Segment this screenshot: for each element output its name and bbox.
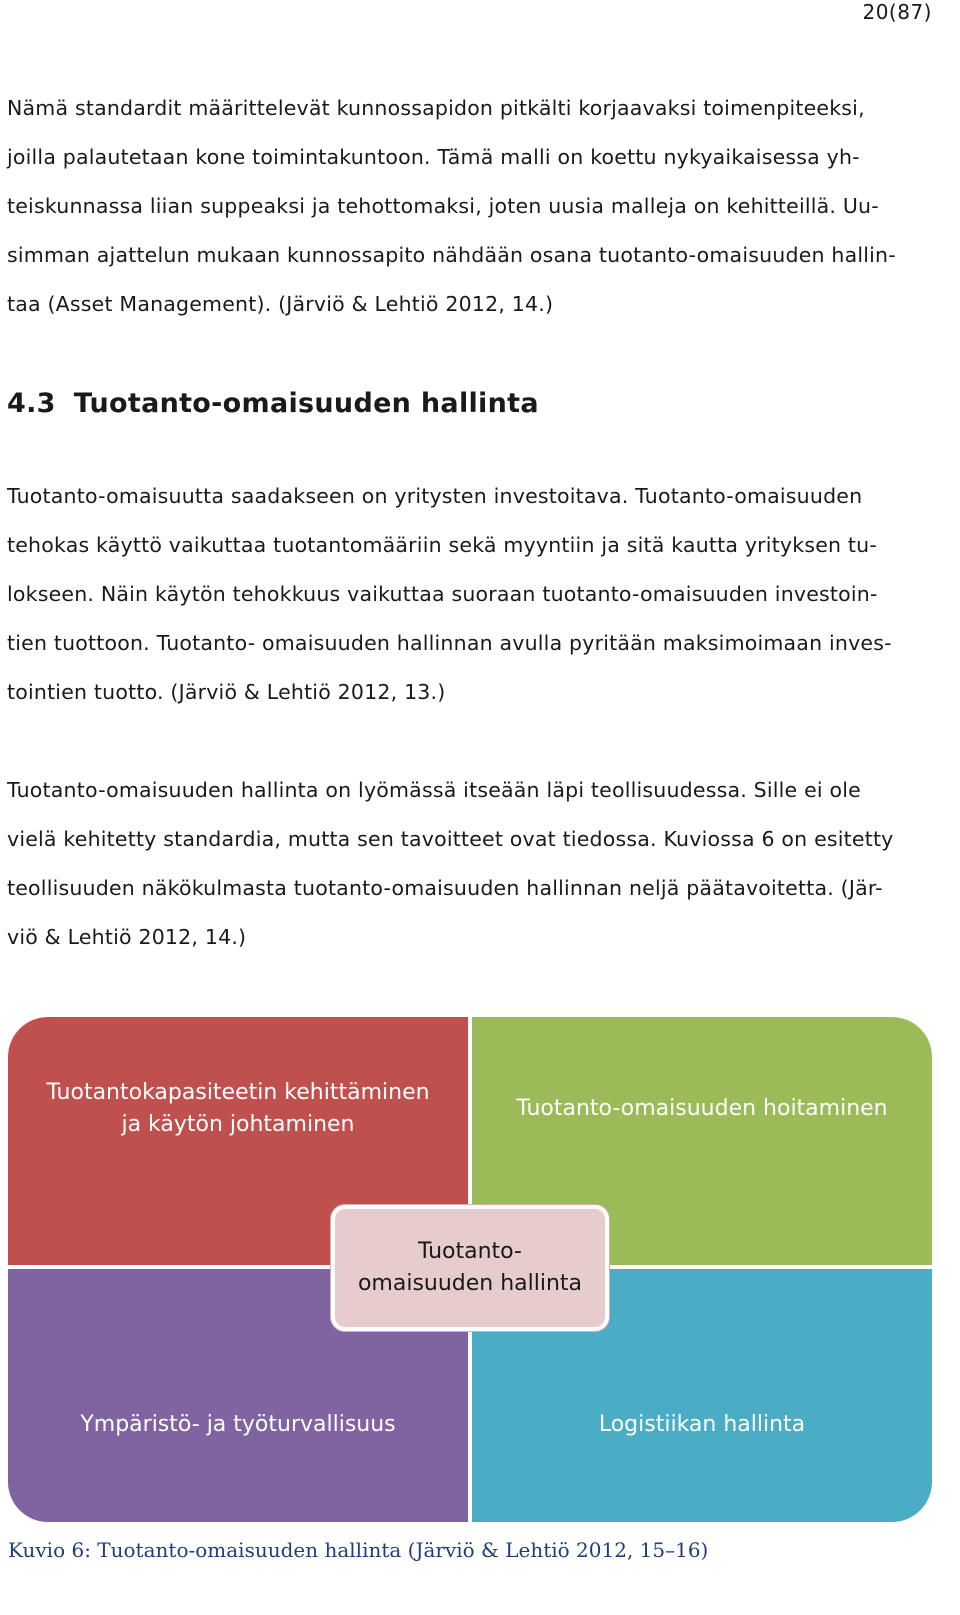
page-number: 20(87) — [862, 0, 932, 24]
quadrant-label: Tuotanto-omaisuuden hoitaminen — [516, 1096, 888, 1121]
paragraph-asset-management-goals — [7, 766, 925, 962]
text-line: tointien tuotto. (Järviö & Lehtiö 2012, 13.) — [7, 680, 446, 704]
quadrant-label-line: ja käytön johtaminen — [121, 1112, 355, 1137]
section-heading — [7, 388, 539, 419]
text-line: tehokas käyttö vaikuttaa tuotantomääriin sekä myyntiin ja sitä kautta yrityksen tu- — [7, 533, 877, 557]
text-line: teiskunnassa liian suppeaksi ja tehottomaksi, joten uusia malleja on kehitteillä. Uu- — [7, 194, 879, 218]
text-line: viö & Lehtiö 2012, 14.) — [7, 925, 247, 949]
text-line: tien tuottoon. Tuotanto- omaisuuden hallinnan avulla pyritään maksimoimaan inves- — [7, 631, 892, 655]
section-number: 4.3 — [7, 388, 56, 419]
center-label-line: omaisuuden hallinta — [357, 1271, 583, 1296]
asset-management-diagram — [8, 1017, 932, 1522]
center-asset-management-box — [331, 1205, 609, 1331]
figure-caption: Kuvio 6: Tuotanto-omaisuuden hallinta (Järviö & Lehtiö 2012, 15–16) — [8, 1538, 709, 1562]
quadrant-label: Logistiikan hallinta — [598, 1412, 806, 1437]
text-line: teollisuuden näkökulmasta tuotanto-omaisuuden hallinnan neljä päätavoitetta. (Jär- — [7, 876, 883, 900]
text-line: Nämä standardit määrittelevät kunnossapidon pitkälti korjaavaksi toimenpiteeksi, — [7, 96, 865, 120]
quadrant-label-line: Tuotantokapasiteetin kehittäminen — [46, 1080, 430, 1105]
text-line: vielä kehitetty standardia, mutta sen tavoitteet ovat tiedossa. Kuviossa 6 on esitetty — [7, 827, 894, 851]
center-label-line: Tuotanto- — [418, 1239, 522, 1264]
text-line: joilla palautetaan kone toimintakuntoon. Tämä malli on koettu nykyaikaisessa yh- — [7, 145, 860, 169]
text-line: Tuotanto-omaisuuden hallinta on lyömässä itseään läpi teollisuudessa. Sille ei ole — [7, 778, 861, 802]
paragraph-maintenance-standards — [7, 84, 925, 329]
text-line: Tuotanto-omaisuutta saadakseen on yritysten investoitava. Tuotanto-omaisuuden — [7, 484, 863, 508]
quadrant-label: Ympäristö- ja työturvallisuus — [80, 1412, 396, 1437]
text-line: lokseen. Näin käytön tehokkuus vaikuttaa suoraan tuotanto-omaisuuden investoin- — [7, 582, 878, 606]
text-line: taa (Asset Management). (Järviö & Lehtiö 2012, 14.) — [7, 292, 554, 316]
paragraph-asset-investment — [7, 472, 925, 717]
text-line: simman ajattelun mukaan kunnossapito nähdään osana tuotanto-omaisuuden hallin- — [7, 243, 896, 267]
section-title: Tuotanto-omaisuuden hallinta — [73, 388, 539, 419]
